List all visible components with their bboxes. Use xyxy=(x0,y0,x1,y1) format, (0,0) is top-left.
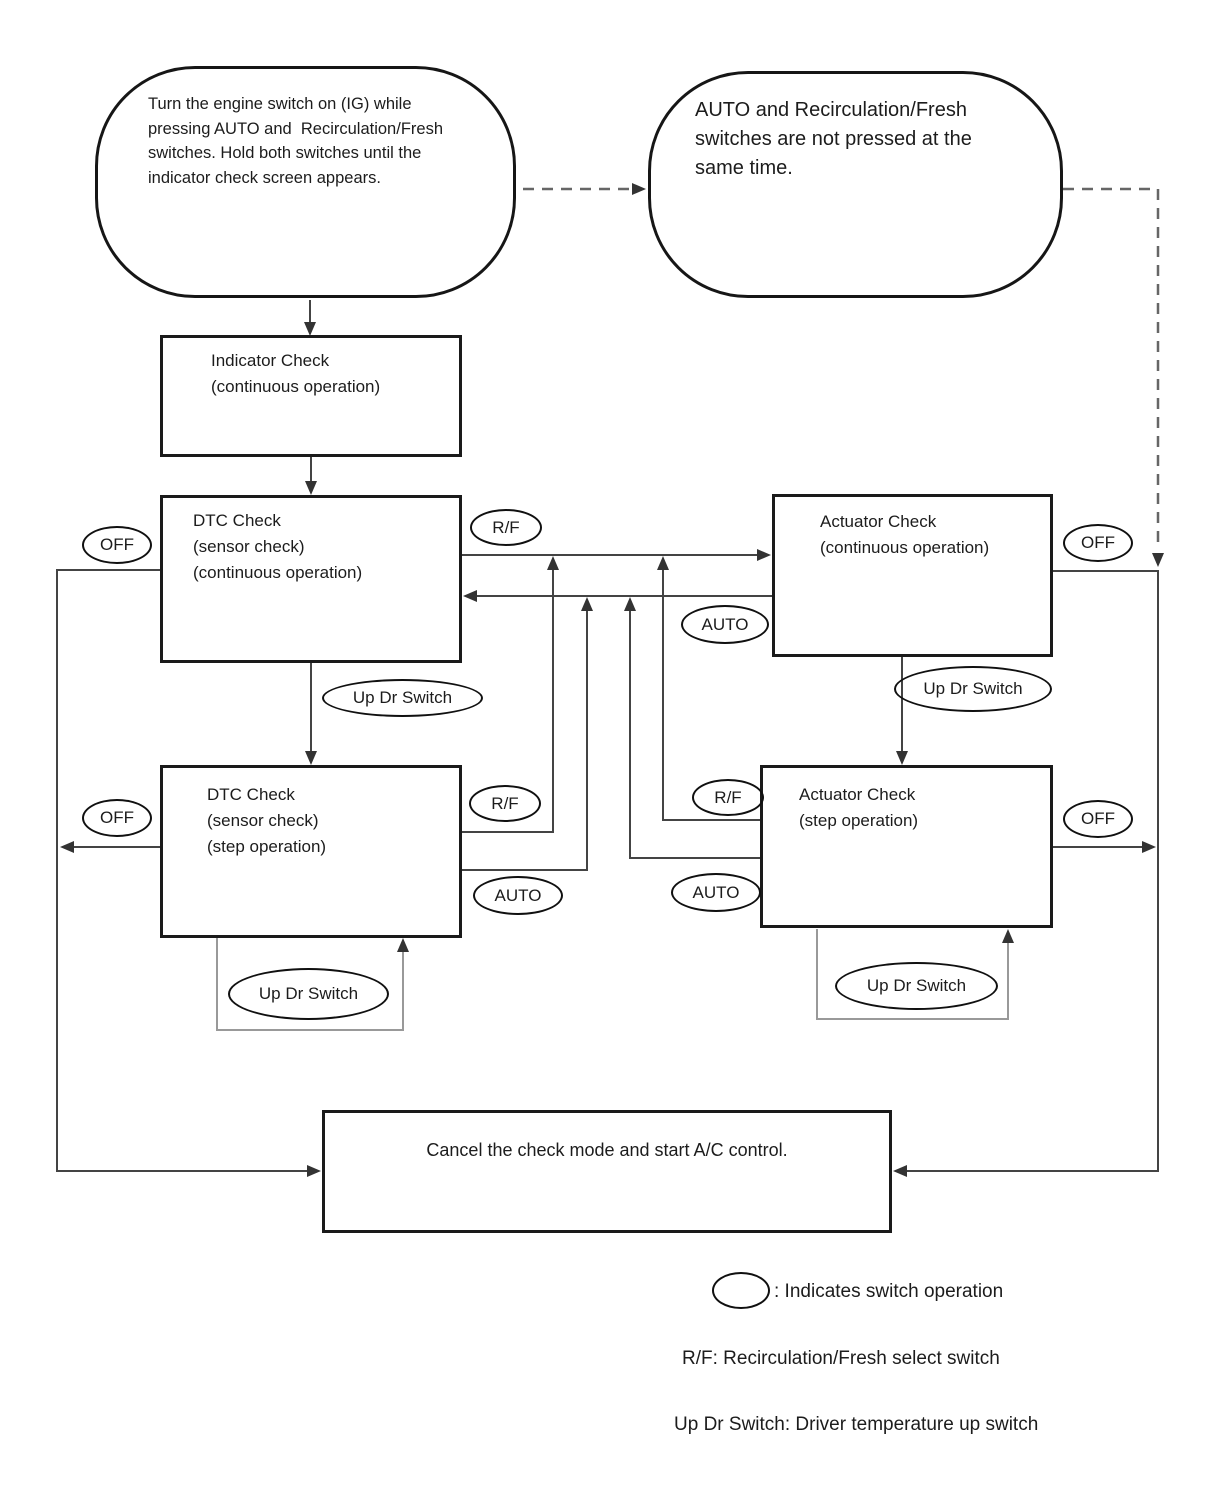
switch-label-up-dr: Up Dr Switch xyxy=(228,968,389,1020)
start-note-shape xyxy=(95,66,516,298)
node-cancel-check-mode xyxy=(322,1110,892,1233)
switch-label-up-dr: Up Dr Switch xyxy=(835,962,998,1010)
node-line: (sensor check) xyxy=(193,537,305,556)
switch-label-auto: AUTO xyxy=(473,876,563,915)
switch-label-rf: R/F xyxy=(692,779,764,816)
node-line: (step operation) xyxy=(207,837,327,856)
node-line: (continuous operation) xyxy=(193,563,363,582)
switch-label-auto: AUTO xyxy=(681,605,769,644)
legend-ellipse-note: : Indicates switch operation xyxy=(774,1281,1004,1302)
switch-label-rf: R/F xyxy=(469,785,541,822)
switch-label-rf: R/F xyxy=(470,509,542,546)
fail-note-line: AUTO and Recirculation/Fresh xyxy=(695,99,967,121)
switch-label-off: OFF xyxy=(1063,524,1133,562)
node-line: (continuous operation) xyxy=(211,377,381,396)
node-line: Indicator Check xyxy=(211,351,330,370)
node-indicator-check xyxy=(160,335,462,457)
switch-label-up-dr: Up Dr Switch xyxy=(894,666,1052,712)
node-line: (sensor check) xyxy=(207,811,319,830)
fail-note-shape xyxy=(648,71,1063,298)
switch-label-off: OFF xyxy=(82,526,152,564)
legend-up-dr-note: Up Dr Switch: Driver temperature up switch xyxy=(674,1414,1039,1435)
node-line: DTC Check xyxy=(193,511,281,530)
legend-rf-note: R/F: Recirculation/Fresh select switch xyxy=(682,1348,1000,1369)
fail-note-line: same time. xyxy=(695,157,793,179)
start-note-line: switches. Hold both switches until the xyxy=(148,144,422,162)
node-line: DTC Check xyxy=(207,785,295,804)
dashed-failnote-to-actuator xyxy=(1063,189,1158,549)
node-line: (continuous operation) xyxy=(820,538,990,557)
node-line: Cancel the check mode and start A/C control. xyxy=(426,1140,788,1160)
start-note-line: pressing AUTO and Recirculation/Fresh xyxy=(148,119,443,138)
switch-label-off: OFF xyxy=(82,799,152,837)
node-dtc-check-step xyxy=(160,765,462,938)
switch-label-up-dr: Up Dr Switch xyxy=(322,679,483,717)
node-line: Actuator Check xyxy=(799,785,916,804)
switch-label-off: OFF xyxy=(1063,800,1133,838)
node-dtc-check-continuous xyxy=(160,495,462,663)
node-line: (step operation) xyxy=(799,811,919,830)
node-line: Actuator Check xyxy=(820,512,937,531)
fail-note-line: switches are not pressed at the xyxy=(695,128,972,150)
connector-auto-dtc-step xyxy=(462,604,587,870)
node-actuator-check-step xyxy=(760,765,1053,928)
switch-label-auto: AUTO xyxy=(671,873,761,912)
legend-ellipse-sample xyxy=(712,1272,770,1309)
node-actuator-check-continuous xyxy=(772,494,1053,657)
start-note-line: indicator check screen appears. xyxy=(148,168,381,187)
start-note-line: Turn the engine switch on (IG) while xyxy=(148,95,412,113)
